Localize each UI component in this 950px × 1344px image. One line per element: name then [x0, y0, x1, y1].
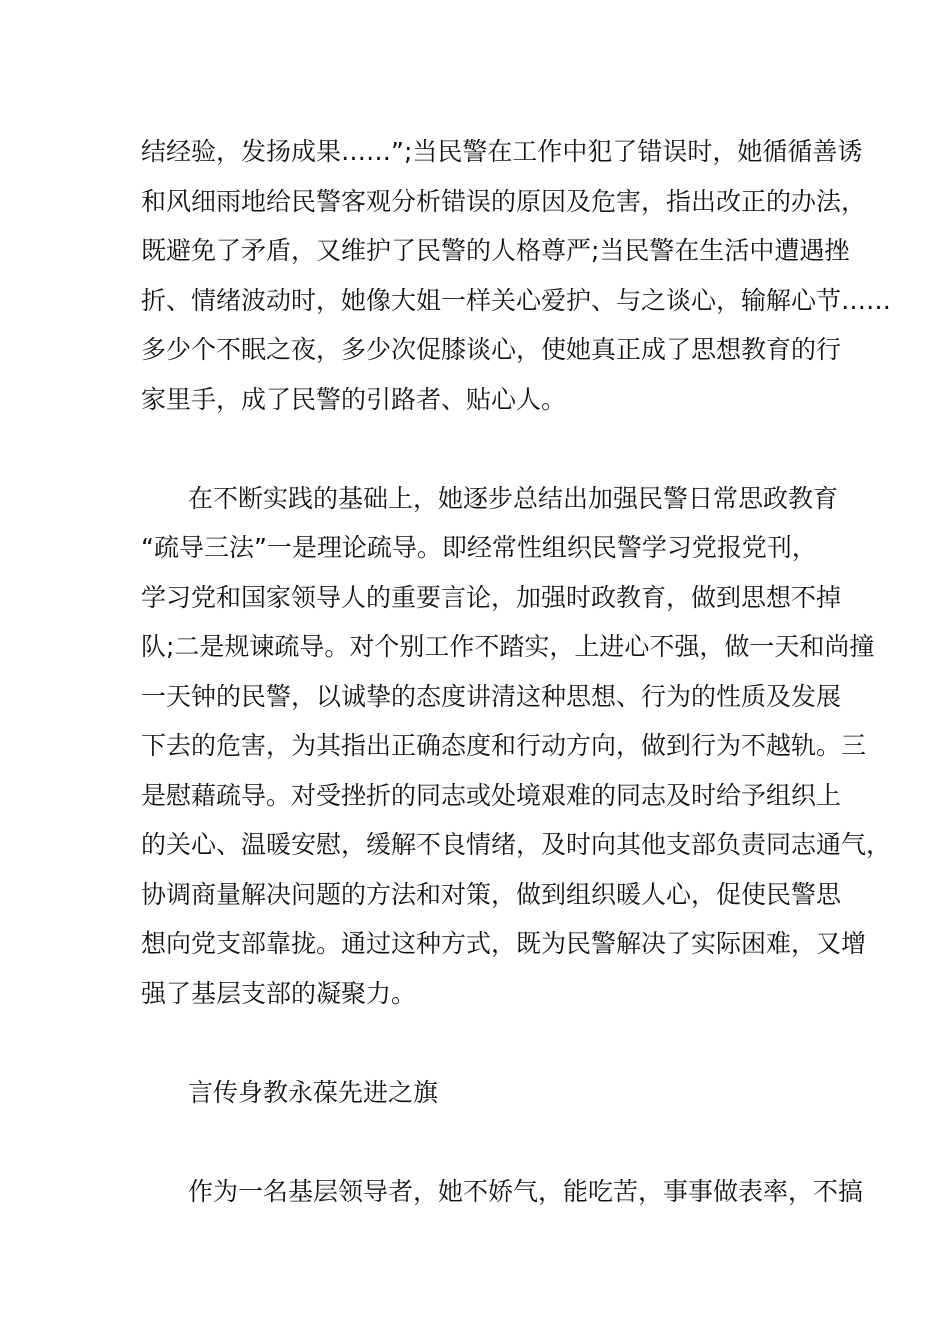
text-line: 和风细雨地给民警客观分析错误的原因及危害，指出改正的办法， [141, 187, 867, 216]
text-line: 想向党支部靠拢。通过这种方式，既为民警解决了实际困难，又增 [141, 929, 867, 958]
text-line: 的关心、温暖安慰，缓解不良情绪，及时向其他支部负责同志通气， [141, 830, 892, 859]
text-line: 一天钟的民警，以诚挚的态度讲清这种思想、行为的性质及发展 [141, 682, 842, 711]
text-line: 家里手，成了民警的引路者、贴心人。 [141, 385, 567, 414]
text-line: 既避免了矛盾，又维护了民警的人格尊严;当民警在生活中遭遇挫 [141, 236, 850, 265]
text-line: 结经验，发扬成果……”;当民警在工作中犯了错误时，她循循善诱 [141, 137, 863, 166]
text-line: 协调商量解决问题的方法和对策，做到组织暖人心，促使民警思 [141, 880, 842, 909]
section-heading: 言传身教永葆先进之旗 [188, 1078, 439, 1107]
text-line: 是慰藉疏导。对受挫折的同志或处境艰难的同志及时给予组织上 [141, 781, 842, 810]
text-line: 强了基层支部的凝聚力。 [141, 979, 417, 1008]
text-line: 作为一名基层领导者，她不娇气，能吃苦，事事做表率，不搞 [188, 1177, 864, 1206]
text-line: 学习党和国家领导人的重要言论，加强时政教育，做到思想不掉 [141, 583, 842, 612]
text-line: 在不断实践的基础上，她逐步总结出加强民警日常思政教育 [188, 484, 839, 513]
text-line: 折、情绪波动时，她像大姐一样关心爱护、与之谈心，输解心节…… [141, 286, 892, 315]
text-line: 队;二是规谏疏导。对个别工作不踏实，上进心不强，做一天和尚撞 [141, 632, 875, 661]
text-line: “疏导三法”一是理论疏导。即经常性组织民警学习党报党刊， [141, 533, 817, 562]
text-line: 多少个不眠之夜，多少次促膝谈心，使她真正成了思想教育的行 [141, 335, 842, 364]
text-line: 下去的危害，为其指出正确态度和行动方向，做到行为不越轨。三 [141, 731, 867, 760]
